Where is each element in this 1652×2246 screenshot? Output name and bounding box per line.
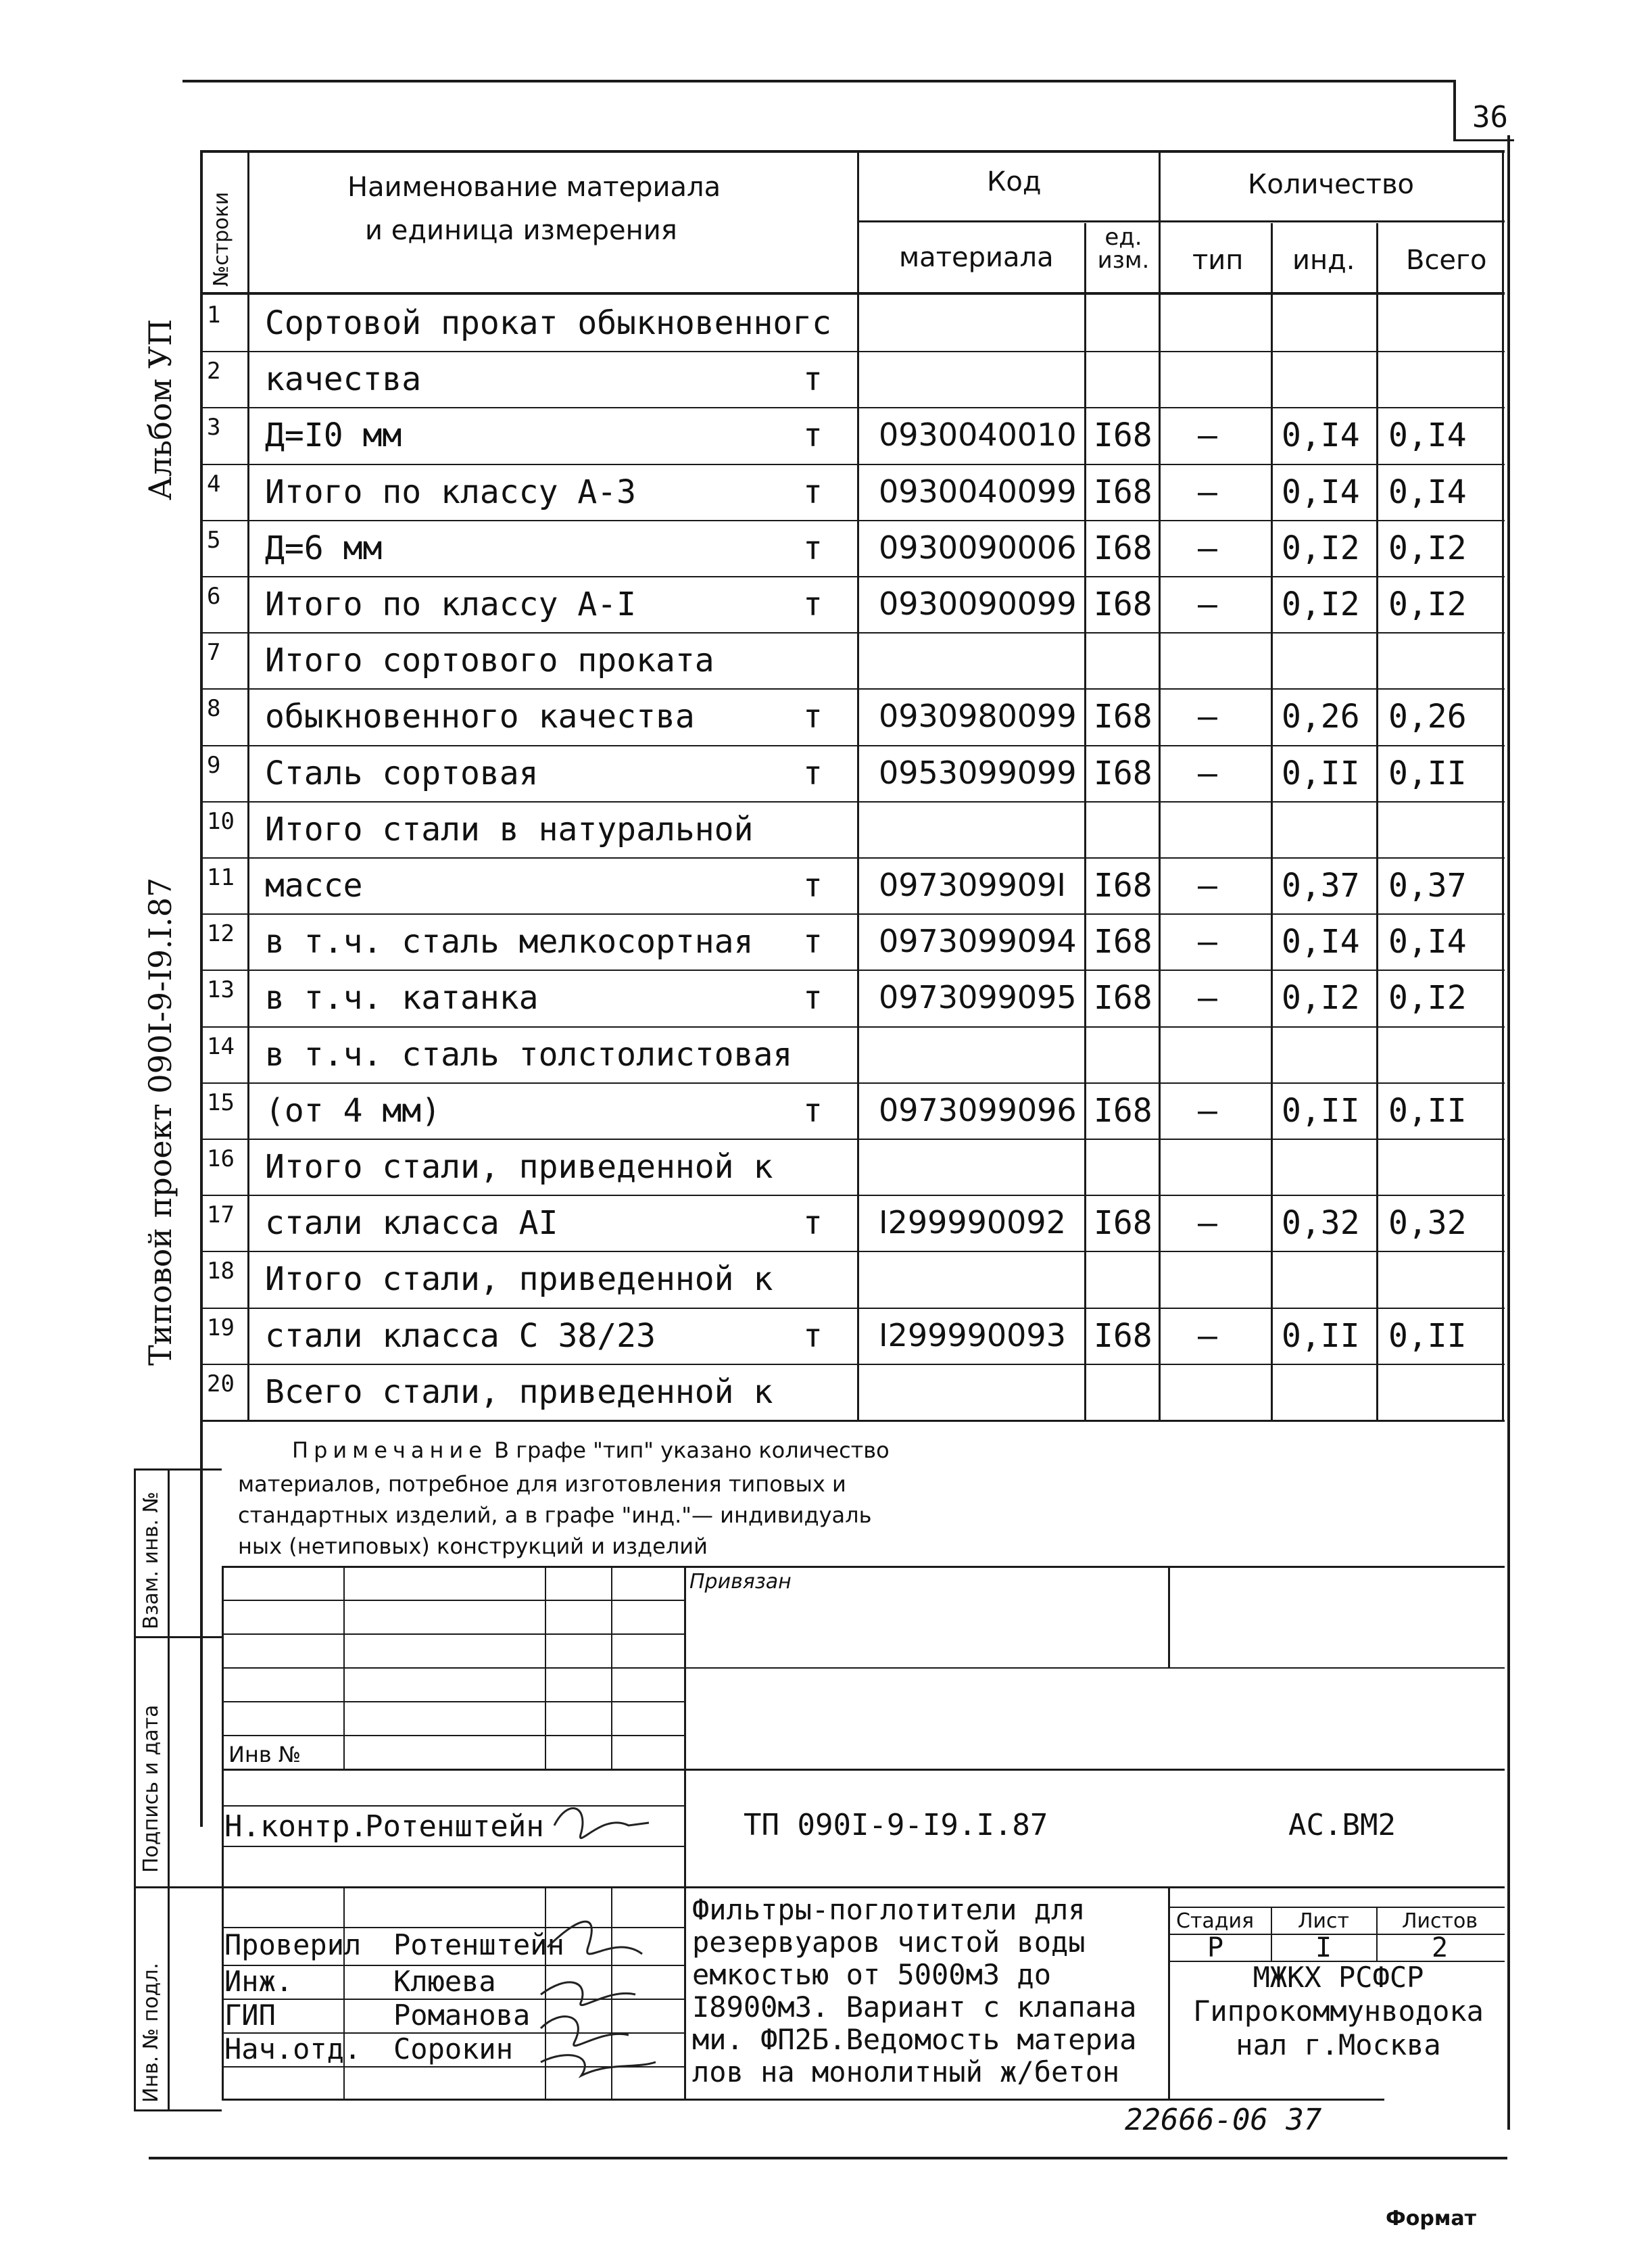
n-kontr-name: Ротенштейн [365,1809,544,1844]
tb-h-9 [222,1886,1505,1888]
stadia-label: Стадия [1176,1909,1255,1933]
table-cell-unit: I68 [1094,979,1152,1018]
table-cell-ind: 0,I2 [1282,979,1360,1018]
proveril-name: Ротенштейн [393,1928,564,1961]
header-code-material: материала [899,242,1054,273]
table-cell-name: Итого стали в натуральной [265,810,754,849]
table-cell-code: 0930090099 [879,586,1077,622]
table-cell-total: 0,26 [1388,698,1467,736]
organization-line: Гипрокоммунводока [1193,1994,1484,2028]
inzh-name: Клюева [393,1965,496,1998]
table-cell-name: Д=I0 мм [265,416,402,455]
header-q-total: Всего [1406,245,1487,276]
table-row-line [200,745,1505,746]
grid-v-4 [1159,150,1161,1421]
grid-h-header-bottom [200,292,1505,295]
table-cell-unit: I68 [1094,1316,1152,1355]
table-cell-name: в т.ч. сталь толстолистовая [265,1035,793,1074]
grid-v-3 [1084,223,1086,1421]
table-cell-u: т [803,586,823,623]
tb-h-privyazan [222,1566,1505,1568]
project-label: Типовой проект 090I-9-I9.I.87 [142,877,178,1366]
list-value: I [1315,1932,1332,1963]
tb-v-e [684,1566,686,2100]
tb-v-h [1271,1907,1272,1961]
table-row-line [200,351,1505,352]
signature-strokes [527,1785,676,2082]
table-cell-total: 0,I4 [1388,923,1467,961]
table-cell-unit: I68 [1094,473,1152,511]
nach-otd-label: Нач.отд. [224,2032,362,2065]
table-cell-type: – [1198,1091,1217,1130]
table-cell-type: – [1198,1316,1217,1355]
table-cell-code: I299990093 [879,1316,1066,1354]
header-name-1: Наименование материала [347,172,721,203]
table-cell-total: 0,32 [1388,1204,1467,1243]
table-cell-name: (от 4 мм) [265,1091,441,1130]
table-cell-n: 16 [207,1145,235,1172]
gip-label: ГИП [224,1999,276,2032]
table-cell-ind: 0,I4 [1282,416,1360,455]
bottom-number: 22666-06 37 [1125,2103,1322,2137]
inv-no-label: Инв № [228,1742,301,1767]
table-cell-ind: 0,I2 [1282,586,1360,623]
grid-h-top [200,150,1505,153]
stamp-left-line [134,1468,136,2111]
table-cell-type: – [1198,698,1217,736]
table-cell-ind: 0,II [1282,1316,1360,1355]
table-row-line [200,913,1505,915]
tb-v-g [1168,1886,1170,2100]
description-line: I8900м3. Вариант с клапана [692,1990,1137,2024]
stamp-podpis: Подпись и дата [139,1704,163,1873]
grid-h-table-bottom [200,1420,1505,1422]
table-cell-name: в т.ч. сталь мелкосортная [265,923,754,961]
bottom-rule [149,2157,1507,2159]
table-cell-total: 0,I4 [1388,416,1467,455]
table-cell-total: 0,II [1388,1091,1467,1130]
tb-h-6 [222,1769,1505,1771]
table-cell-ind: 0,I4 [1282,923,1360,961]
grid-v-6 [1376,223,1378,1421]
note-line-2: материалов, потребное для изготовления типовых и [238,1471,846,1497]
stamp-mid-line [168,1468,170,2111]
table-row-line [200,407,1505,408]
table-cell-n: 8 [207,695,221,723]
table-cell-ind: 0,II [1282,1091,1360,1130]
tb-h-stadia-top [1168,1907,1505,1908]
table-cell-u: т [803,416,823,455]
table-cell-u: т [803,867,823,905]
table-cell-n: 3 [207,414,221,441]
tb-h-1 [222,1600,684,1601]
table-cell-name: Итого стали, приведенной к [265,1148,773,1186]
table-row-line [200,1026,1505,1028]
table-cell-unit: I68 [1094,1204,1152,1243]
tb-v-d [611,1566,612,1769]
tb-h-2 [222,1633,684,1635]
table-cell-unit: I68 [1094,1091,1152,1130]
table-cell-ind: 0,37 [1282,867,1360,905]
table-cell-ind: 0,26 [1282,698,1360,736]
note-line-4: ных (нетиповых) конструкций и изделий [238,1533,708,1559]
table-cell-name: обыкновенного качества [265,698,695,736]
table-row-line [200,1195,1505,1196]
table-cell-unit: I68 [1094,754,1152,792]
table-cell-code: 0930980099 [879,698,1077,735]
table-cell-u: т [803,979,823,1018]
stamp-h-3 [134,2109,222,2111]
nach-otd-name: Сорокин [393,2032,514,2065]
grid-v-1 [247,150,249,1421]
table-row-line [200,1251,1505,1252]
right-border [1507,135,1510,2130]
table-row-line [200,970,1505,971]
table-cell-n: 10 [207,807,235,835]
table-row-line [200,1139,1505,1140]
table-cell-code: 0973099096 [879,1091,1077,1128]
stamp-vzam: Взам. инв. № [139,1491,163,1629]
table-cell-code: 0930040099 [879,473,1077,510]
table-cell-type: – [1198,979,1217,1018]
table-cell-code: I299990092 [879,1204,1066,1241]
list-label: Лист [1298,1909,1350,1933]
table-cell-u: т [803,1204,823,1243]
table-cell-total: 0,I2 [1388,979,1467,1018]
header-q-type: тип [1192,245,1244,276]
table-cell-u: т [803,360,823,399]
tb-h-3 [222,1667,1505,1669]
table-row-line [200,1364,1505,1365]
table-row-line [200,801,1505,803]
gip-name: Романова [393,1999,531,2032]
table-cell-type: – [1198,1204,1217,1243]
n-kontr-label: Н.контр. [224,1809,368,1844]
tb-h-15 [222,2099,1384,2101]
table-cell-name: качества [265,360,422,399]
tb-v-a [222,1566,224,2100]
table-cell-code: 0953099099 [879,754,1077,791]
table-cell-unit: I68 [1094,529,1152,567]
tb-v-i [1376,1907,1378,1961]
note-lead: Примечание [292,1437,487,1463]
description-line: резервуаров чистой воды [692,1926,1086,1959]
stamp-h-0 [134,1468,222,1471]
table-row-line [200,1308,1505,1309]
table-row-line [200,857,1505,859]
table-row-line [200,1082,1505,1084]
table-cell-unit: I68 [1094,867,1152,905]
table-cell-name: Сталь сортовая [265,754,539,792]
table-cell-name: Всего стали, приведенной к [265,1372,773,1411]
table-cell-unit: I68 [1094,586,1152,623]
page-number-box-left [1453,80,1456,141]
table-cell-name: в т.ч. катанка [265,979,539,1018]
table-row-line [200,688,1505,690]
header-code: Код [987,166,1042,197]
tb-v-c [545,1566,546,1769]
header-q-ind: инд. [1292,245,1355,276]
table-cell-type: – [1198,923,1217,961]
table-cell-type: – [1198,754,1217,792]
table-cell-type: – [1198,416,1217,455]
table-cell-total: 0,I4 [1388,473,1467,511]
table-row-line [200,520,1505,521]
table-cell-u: т [803,754,823,792]
proveril-label: Проверил [224,1928,362,1961]
table-cell-total: 0,I2 [1388,529,1467,567]
table-cell-n: 11 [207,864,235,891]
table-cell-code: 0973099094 [879,923,1077,960]
table-cell-u: т [803,1316,823,1355]
album-label: Альбом УП [142,318,178,500]
description-line: емкостью от 5000м3 до [692,1958,1052,1991]
table-cell-type: – [1198,473,1217,511]
organization-line: МЖКХ РСФСР [1253,1961,1424,1994]
page-number: 36 [1472,100,1508,135]
table-cell-unit: I68 [1094,416,1152,455]
stamp-h-2 [134,1886,222,1888]
table-cell-name: Сортовой прокат обыкновенногс [265,304,832,342]
privyazan-label: Привязан [689,1570,792,1594]
tb-h-5 [222,1735,684,1736]
table-cell-u: т [803,529,823,567]
grid-v-2 [857,150,859,1421]
table-row-line [200,576,1505,577]
tb-v-b [343,1566,345,1769]
table-cell-type: – [1198,586,1217,623]
stamp-h-1 [134,1636,222,1638]
table-cell-name: Итого сортового проката [265,642,714,680]
tb-h-4 [222,1701,684,1702]
table-row-line [200,464,1505,465]
page-number-box-bottom [1453,139,1514,141]
table-row-line [200,632,1505,634]
table-cell-ind: 0,32 [1282,1204,1360,1243]
table-cell-name: стали класса С 38/23 [265,1316,656,1355]
table-cell-name: Итого стали, приведенной к [265,1260,773,1299]
table-cell-name: Итого по классу А-I [265,586,637,623]
grid-v-7 [1502,150,1504,1421]
table-cell-n: 12 [207,920,235,948]
table-cell-name: стали класса АI [265,1204,558,1243]
format-label: Формат [1386,2207,1476,2230]
note-text-1: В графе "тип" указано количество [487,1437,890,1463]
grid-h-sub [857,220,1505,222]
table-cell-name: Д=6 мм [265,529,383,567]
description-line: Фильтры-поглотители для [692,1893,1086,1926]
table-cell-unit: I68 [1094,923,1152,961]
header-code-unit: ед. изм. [1097,224,1150,274]
tb-v-f [1168,1566,1170,1667]
table-cell-n: 5 [207,526,221,554]
table-cell-code: 0930040010 [879,416,1077,454]
table-cell-n: 7 [207,639,221,667]
table-cell-u: т [803,923,823,961]
table-cell-total: 0,II [1388,754,1467,792]
table-cell-n: 15 [207,1089,235,1116]
table-cell-name: массе [265,867,363,905]
inzh-label: Инж. [224,1965,293,1998]
table-cell-total: 0,I2 [1388,586,1467,623]
table-cell-n: 19 [207,1314,235,1341]
note-line-3: стандартных изделий, а в графе "инд."— индивидуаль [238,1502,872,1528]
table-cell-ind: 0,I2 [1282,529,1360,567]
table-cell-n: 9 [207,751,221,779]
grid-v-0 [200,150,203,1827]
table-cell-n: 18 [207,1258,235,1285]
table-cell-name: Итого по классу А-3 [265,473,637,511]
table-cell-u: т [803,473,823,511]
description-line: ми. ФП2Б.Ведомость материа [692,2023,1137,2056]
listov-value: 2 [1432,1932,1449,1963]
stadia-value: Р [1207,1932,1224,1963]
table-cell-n: 13 [207,976,235,1004]
table-cell-total: 0,37 [1388,867,1467,905]
table-cell-n: 1 [207,302,221,329]
note-line-1 [292,1437,890,1463]
table-cell-total: 0,II [1388,1316,1467,1355]
tb-v-b2 [343,1886,345,2100]
table-cell-code: 097309909I [879,867,1066,903]
table-cell-u: т [803,698,823,736]
table-cell-n: 6 [207,583,221,610]
table-cell-type: – [1198,529,1217,567]
grid-v-5 [1271,223,1273,1421]
table-cell-n: 14 [207,1032,235,1060]
table-cell-n: 4 [207,470,221,498]
organization-line: нал г.Москва [1236,2028,1441,2061]
listov-label: Листов [1402,1909,1478,1933]
table-cell-n: 20 [207,1370,235,1397]
header-row-no: №строки [210,191,233,287]
table-cell-type: – [1198,867,1217,905]
top-border [183,80,1453,82]
table-cell-n: 2 [207,358,221,385]
table-cell-n: 17 [207,1201,235,1229]
table-cell-ind: 0,II [1282,754,1360,792]
table-cell-ind: 0,I4 [1282,473,1360,511]
header-quantity: Количество [1248,169,1415,200]
table-cell-code: 0973099095 [879,979,1077,1016]
table-cell-unit: I68 [1094,698,1152,736]
description-line: лов на монолитный ж/бетон [692,2055,1120,2088]
doc-mark: АС.ВМ2 [1288,1808,1396,1842]
stamp-inv-podl: Инв. № подл. [139,1963,163,2103]
table-cell-code: 0930090006 [879,529,1077,566]
doc-code: ТП 090I-9-I9.I.87 [744,1808,1048,1842]
table-cell-u: т [803,1091,823,1130]
header-name-2: и единица измерения [365,215,677,246]
